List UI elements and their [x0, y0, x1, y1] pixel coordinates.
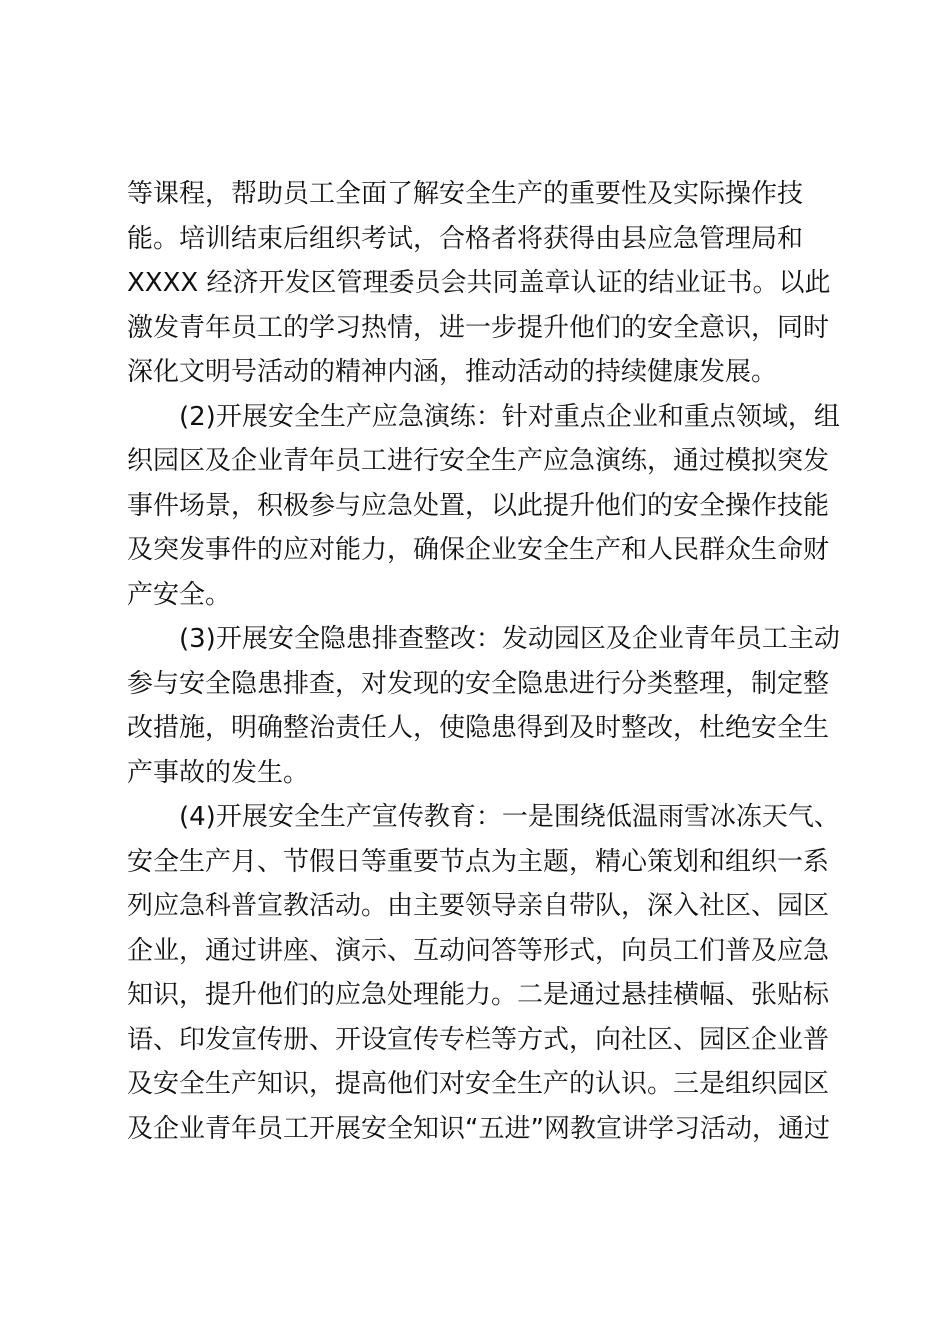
- text-line: 语、印发宣传册、开设宣传专栏等方式，向社区、园区企业普: [127, 1024, 830, 1055]
- document-body: [127, 172, 840, 1151]
- text-line: 知识，提升他们的应急处理能力。二是通过悬挂横幅、张贴标: [127, 980, 830, 1010]
- text-line: 深化文明号活动的精神内涵，推动活动的持续健康发展。: [127, 357, 778, 387]
- text-line: 能。培训结束后组织考试，合格者将获得由县应急管理局和: [127, 223, 804, 254]
- text-line: 改措施，明确整治责任人，使隐患得到及时整改，杜绝安全生: [127, 713, 830, 743]
- paragraph-first-line: (4)开展安全生产宣传教育：一是围绕低温雨雪冰冻天气、: [179, 802, 840, 832]
- text-line: 产事故的发生。: [127, 757, 310, 788]
- text-line: 产安全。: [127, 579, 232, 610]
- text-line: 及企业青年员工开展安全知识“五进”网教宣讲学习活动，通过: [127, 1113, 830, 1144]
- text-line: 织园区及企业青年员工进行安全生产应急演练，通过模拟突发: [127, 446, 830, 476]
- paragraph-first-line: (3)开展安全隐患排查整改：发动园区及企业青年员工主动: [179, 624, 840, 654]
- text-line: XXXX 经济开发区管理委员会共同盖章认证的结业证书。以此: [127, 268, 831, 298]
- text-line: 及突发事件的应对能力，确保企业安全生产和人民群众生命财: [127, 535, 830, 565]
- paragraph-first-line: (2)开展安全生产应急演练：针对重点企业和重点领域，组: [179, 401, 840, 432]
- text-line: 及安全生产知识，提高他们对安全生产的认识。三是组织园区: [127, 1069, 830, 1099]
- text-line: 列应急科普宣教活动。由主要领导亲自带队，深入社区、园区: [127, 891, 830, 921]
- text-line: 等课程，帮助员工全面了解安全生产的重要性及实际操作技: [127, 179, 804, 209]
- text-line: 事件场景，积极参与应急处置，以此提升他们的安全操作技能: [127, 490, 830, 521]
- text-line: 参与安全隐患排查，对发现的安全隐患进行分类整理，制定整: [127, 668, 830, 699]
- text-line: 安全生产月、节假日等重要节点为主题，精心策划和组织一系: [127, 846, 830, 877]
- text-line: 企业，通过讲座、演示、互动问答等形式，向员工们普及应急: [127, 935, 830, 966]
- text-line: 激发青年员工的学习热情，进一步提升他们的安全意识，同时: [127, 312, 830, 343]
